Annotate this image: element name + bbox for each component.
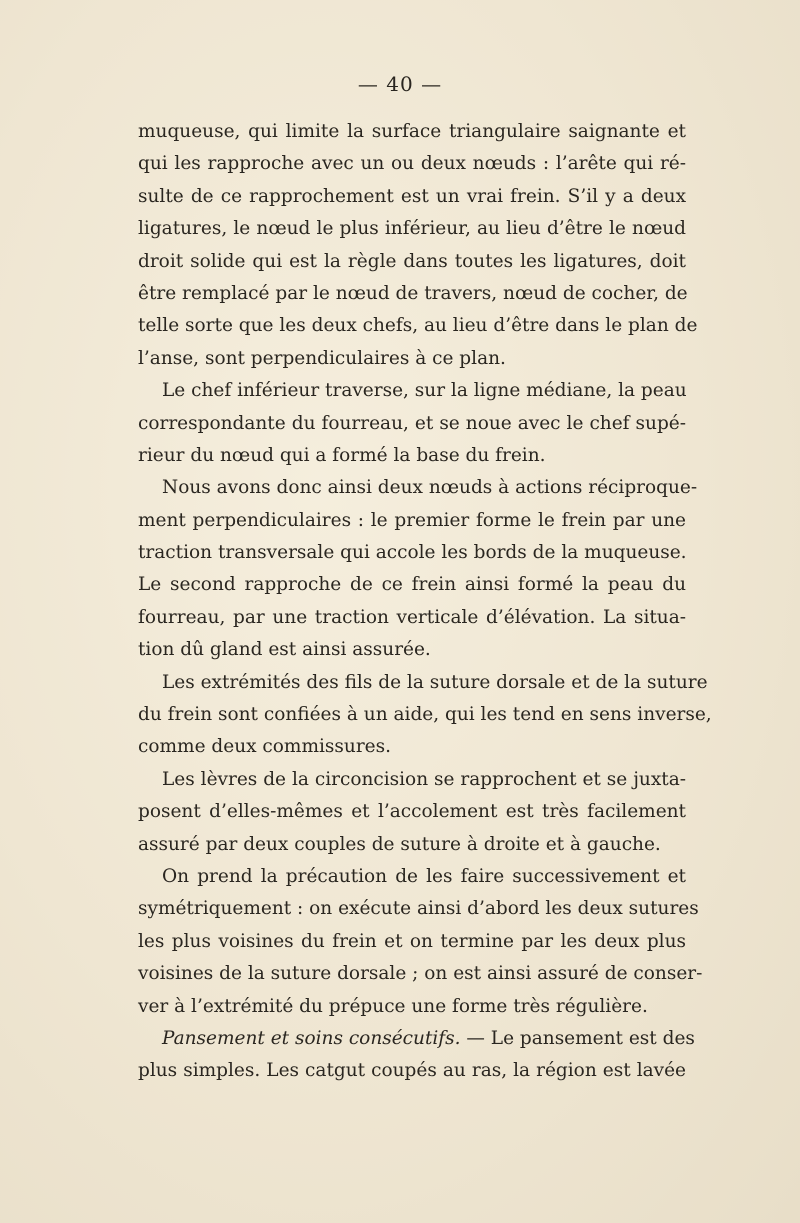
text-line: voisines de la suture dorsale ; on est ainsi assuré de conser- [138,963,703,985]
text-line: droit solide qui est la règle dans toutes les ligatures, doit [138,250,686,272]
text-line: Le chef inférieur traverse, sur la ligne médiane, la peau [162,380,687,402]
text-line: ment perpendiculaires : le premier forme le frein par une [138,509,686,531]
section-heading: Pansement et soins consécutifs. [162,1027,461,1049]
text-line: plus simples. Les catgut coupés au ras, la région est lavée [138,1060,686,1082]
text-line: ligatures, le nœud le plus inférieur, au lieu d’être le nœud [138,218,686,240]
text-line: correspondante du fourreau, et se noue avec le chef supé- [138,412,686,434]
text-line: l’anse, sont perpendiculaires à ce plan. [138,347,506,369]
text-line: Le second rapproche de ce frein ainsi formé la peau du [138,574,686,596]
text-line: On prend la précaution de les faire successivement et [162,865,686,887]
text-line: rieur du nœud qui a formé la base du frein. [138,444,546,466]
text-line: Les lèvres de la circoncision se rapprochent et se juxta- [162,768,686,790]
text-line: symétriquement : on exécute ainsi d’abord les deux sutures [138,898,699,920]
text-line: muqueuse, qui limite la surface triangulaire saignante et [138,121,686,142]
text-line: être remplacé par le nœud de travers, nœud de cocher, de [138,282,688,304]
text-line: posent d’elles-mêmes et l’accolement est très facilement [138,801,686,823]
body-text [138,116,712,1088]
text-line: Nous avons donc ainsi deux nœuds à actions réciproque- [162,477,698,499]
text-line: assuré par deux couples de suture à droite et à gauche. [138,833,661,855]
page-number: — 40 — [357,72,443,96]
text-line: les plus voisines du frein et on termine par les deux plus [138,930,686,952]
text-line: traction transversale qui accole les bords de la muqueuse. [138,542,687,564]
text-line: telle sorte que les deux chefs, au lieu d’être dans le plan de [138,315,698,337]
text-line: qui les rapproche avec un ou deux nœuds : l’arête qui ré- [138,153,686,175]
text-line: sulte de ce rapprochement est un vrai frein. S’il y a deux [138,185,686,207]
text-line: Pansement et soins consécutifs. — Le pansement est des [162,1027,695,1049]
text-line: du frein sont confiées à un aide, qui les tend en sens inverse, [138,704,712,726]
text-line: tion dû gland est ainsi assurée. [138,639,431,661]
text-line: Les extrémités des fils de la suture dorsale et de la suture [162,671,708,693]
text-line: comme deux commissures. [138,736,392,758]
text-line: ver à l’extrémité du prépuce une forme très régulière. [138,995,648,1017]
text-line: fourreau, par une traction verticale d’élévation. La situa- [138,606,686,628]
